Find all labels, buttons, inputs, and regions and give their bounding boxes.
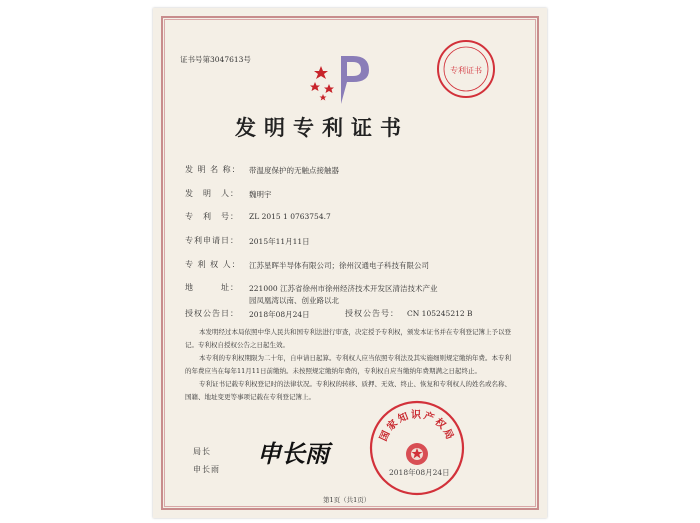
grant-date-value: 2018年08月24日 <box>249 310 310 319</box>
seal-date: 2018年08月24日 <box>389 468 450 477</box>
address-line-1: 221000 江苏省徐州市徐州经济技术开发区清洁技术产业 <box>249 284 438 293</box>
patentee-label: 专 利 权 人： <box>185 260 241 269</box>
official-seal-icon <box>367 398 467 498</box>
body-paragraph-2: 本专利的专利权期限为二十年，自申请日起算。专利权人应当依照专利法及其实施细则规定缴纳年费。本专利的年费应当在每年11月11日前缴纳。未按照规定缴纳年费的，专利权自应当缴纳年费期满之日起终止。 <box>185 354 511 375</box>
address-line-2: 园凤凰湾以南、创业路以北 <box>249 296 339 305</box>
patent-office-emblem-icon <box>303 50 383 110</box>
patent-number-label: 专 利 号： <box>185 212 239 221</box>
certificate-number: 证书号第3047613号 <box>180 55 251 64</box>
invention-name-label: 发 明 名 称： <box>185 165 241 174</box>
director-title: 局长 <box>193 447 211 456</box>
body-paragraph-1: 本发明经过本局依照中华人民共和国专利法进行审查，决定授予专利权，颁发本证书并在专利登记簿上予以登记。专利权自授权公告之日起生效。 <box>185 328 511 349</box>
body-paragraph-3: 专利证书记载专利权登记时的法律状况。专利权的转移、质押、无效、终止、恢复和专利权人的姓名或名称、国籍、地址变更等事项记载在专利登记簿上。 <box>185 380 511 401</box>
grant-number-label: 授权公告号： <box>345 309 399 318</box>
address-label: 地 址： <box>185 283 239 292</box>
director-name: 申长雨 <box>193 465 220 474</box>
filing-date-label: 专利申请日： <box>185 236 239 245</box>
svg-text:国家知识产权局 <box>376 408 457 443</box>
filing-date-value: 2015年11月11日 <box>249 237 310 246</box>
page-footer: 第1页（共1页） <box>323 496 371 504</box>
inventor-label: 发 明 人： <box>185 189 239 198</box>
corner-seal-text: 专利证书 <box>450 66 482 75</box>
patent-number-value: ZL 2015 1 0763754.7 <box>249 212 331 221</box>
handwritten-signature: 申长雨 <box>257 439 329 468</box>
certificate-sheet <box>153 8 547 518</box>
seal-text: 国家知识产权局 <box>378 410 456 443</box>
grant-date-label: 授权公告日： <box>185 309 239 318</box>
inventor-value: 魏明宇 <box>249 190 272 199</box>
patentee-value: 江苏星晖半导体有限公司；徐州汉通电子科技有限公司 <box>249 261 429 270</box>
corner-seal-icon <box>435 38 497 100</box>
certificate-title: 发明专利证书 <box>235 115 409 140</box>
invention-name-value: 带温度保护的无触点接触器 <box>249 166 339 175</box>
grant-number-value: CN 105245212 B <box>407 309 473 318</box>
